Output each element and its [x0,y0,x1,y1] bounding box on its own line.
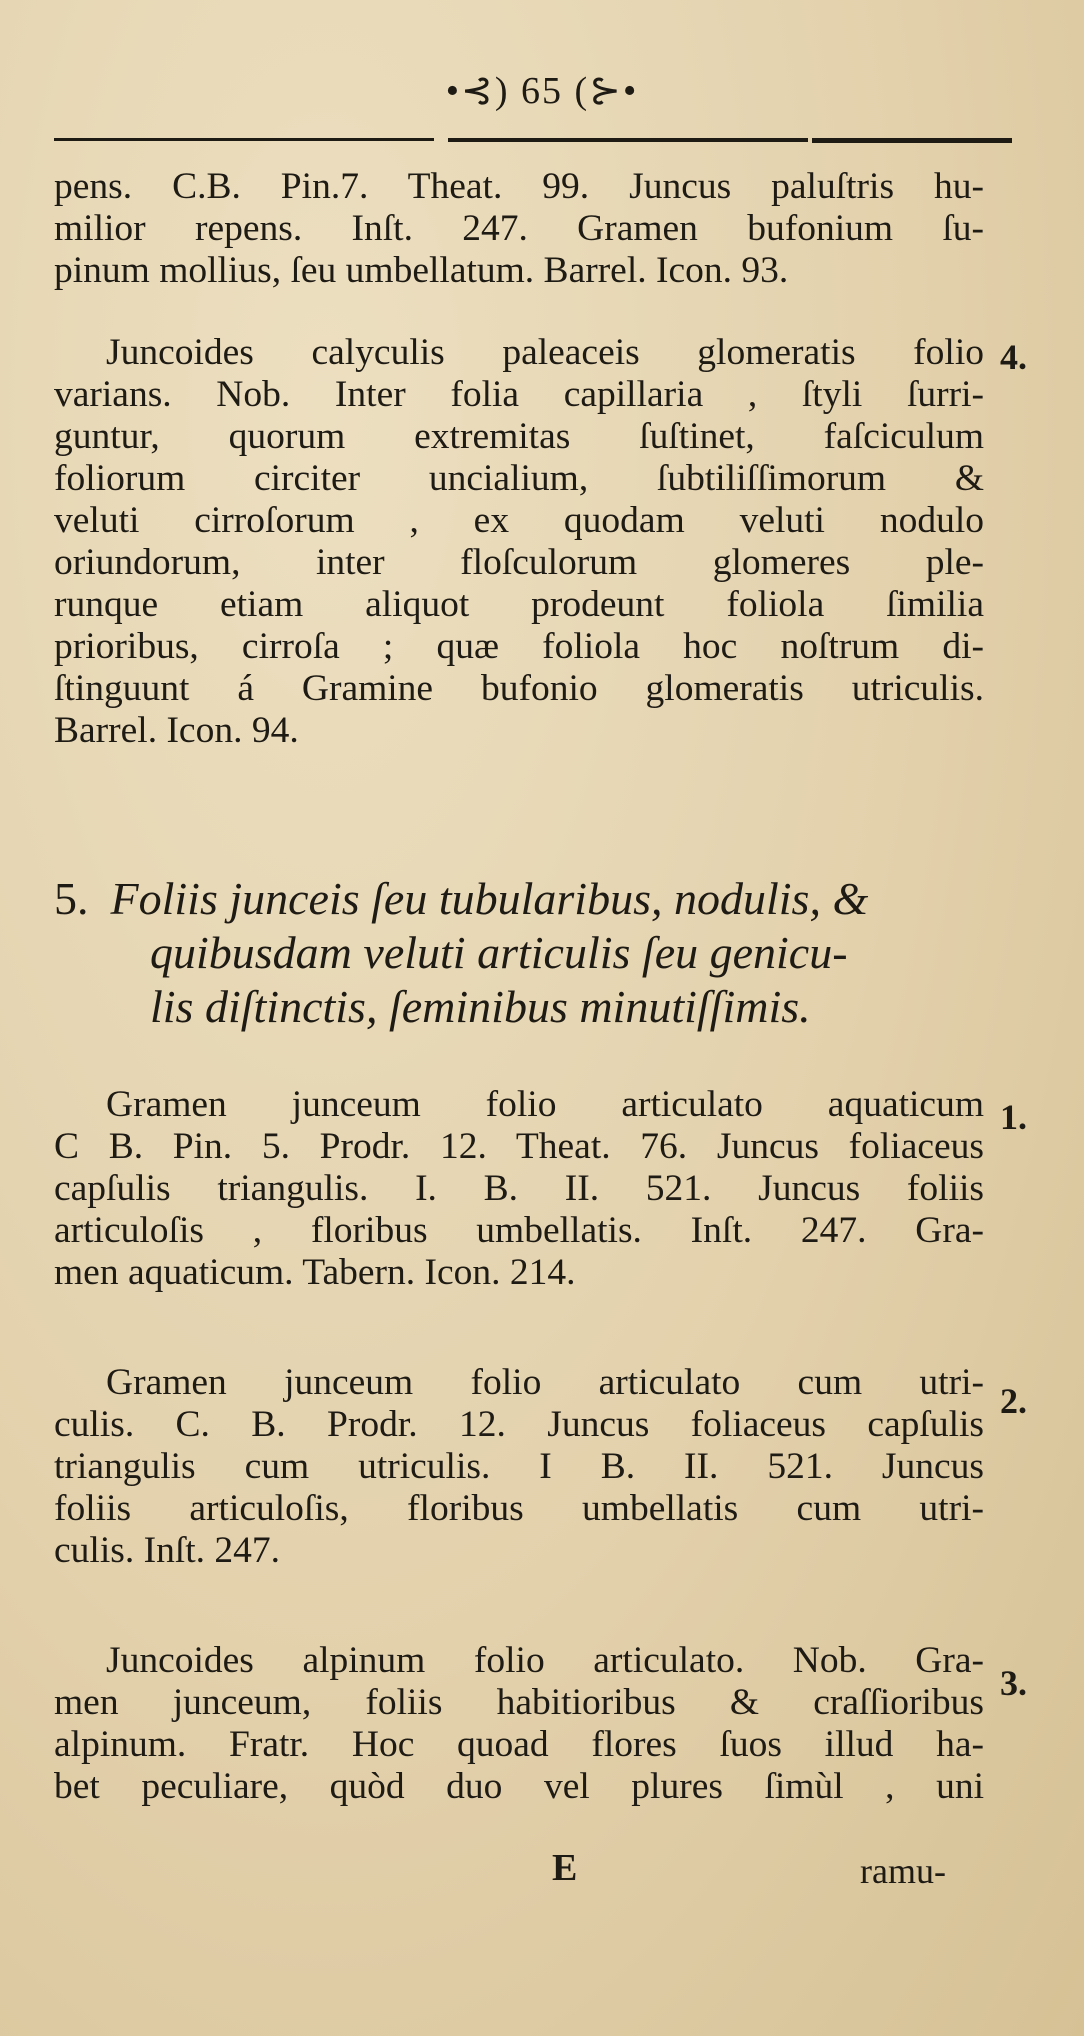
text-line: pens. C.B. Pin.7. Theat. 99. Juncus paluſtris hu- [54,166,984,207]
entry-gramen-junceum-utriculis [54,1362,984,1572]
text-line: culis. Inſt. 247. [54,1530,281,1571]
text-line: men junceum, foliis habitioribus & craſſioribus [54,1682,984,1723]
section-heading [54,872,1014,1034]
text-line: runque etiam aliquot prodeunt foliola ſimilia [54,584,984,625]
text-line: articuloſis , floribus umbellatis. Inſt. 247. Gra- [54,1210,984,1251]
text-line: Gramen junceum folio articulato cum utri- [106,1362,984,1403]
text-line: alpinum. Fratr. Hoc quoad flores ſuos illud ha- [54,1724,984,1765]
header-rule-left [54,138,434,141]
margin-number: 1. [1000,1097,1027,1137]
entry-juncoides-calyculis [54,332,984,752]
text-line: culis. C. B. Prodr. 12. Juncus foliaceus capſulis [54,1404,984,1445]
section-number: 5. [54,873,89,924]
text-line: C B. Pin. 5. Prodr. 12. Theat. 76. Juncus foliaceus [54,1126,984,1167]
heading-line [54,872,1014,926]
text-line: milior repens. Inſt. 247. Gramen bufonium ſu- [54,208,984,249]
text-line: capſulis triangulis. I. B. II. 521. Juncus foliis [54,1168,984,1209]
text-line: oriundorum, inter floſculorum glomeres ple- [54,542,984,583]
text-line: foliis articuloſis, floribus umbellatis cum utri- [54,1488,984,1529]
margin-number: 4. [1000,337,1027,377]
text-line: men aquaticum. Tabern. Icon. 214. [54,1252,576,1293]
heading-line: lis diſtinctis, ſeminibus minutiſſimis. [150,981,811,1032]
heading-text: Foliis junceis ſeu tubularibus, nodulis, & [110,873,869,924]
entry-juncoides-alpinum [54,1640,984,1808]
paragraph-continuation [54,166,984,292]
heading-line: quibusdam veluti articulis ſeu genicu- [150,927,848,978]
text-line: foliorum circiter uncialium, ſubtiliſſimorum & [54,458,984,499]
text-line: prioribus, cirroſa ; quæ foliola hoc noſtrum di- [54,626,984,667]
text-line: veluti cirroſorum , ex quodam veluti nodulo [54,500,984,541]
text-line: Gramen junceum folio articulato aquaticum [106,1084,984,1125]
text-line: Juncoides calyculis paleaceis glomeratis folio [106,332,984,373]
text-line: guntur, quorum extremitas ſuſtinet, faſciculum [54,416,984,457]
running-head-page-number: •⊰) 65 (⊱• [445,70,639,112]
margin-number: 3. [1000,1663,1027,1703]
text-line: Juncoides alpinum folio articulato. Nob. Gra- [106,1640,984,1681]
text-line: varians. Nob. Inter folia capillaria , ſtyli ſurri- [54,374,984,415]
entry-gramen-junceum-aquaticum [54,1084,984,1294]
signature-mark: E [552,1847,578,1889]
header-rule-middle [448,138,808,142]
text-line: Barrel. Icon. 94. [54,710,299,751]
text-line: triangulis cum utriculis. I B. II. 521. Juncus [54,1446,984,1487]
text-line: pinum mollius, ſeu umbellatum. Barrel. Icon. 93. [54,250,789,291]
catchword: ramu- [860,1851,946,1891]
text-line: ſtinguunt á Gramine bufonio glomeratis utriculis. [54,668,984,709]
header-rule-right [812,138,1012,143]
text-line: bet peculiare, quòd duo vel plures ſimùl , uni [54,1766,984,1807]
margin-number: 2. [1000,1381,1027,1421]
